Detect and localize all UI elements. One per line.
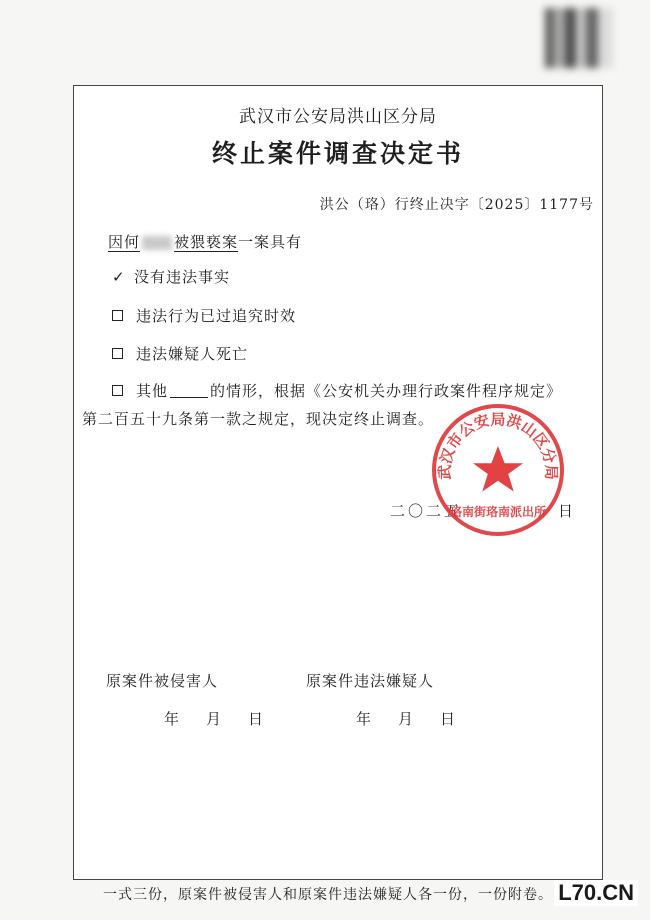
cause-prefix: 因何 (108, 233, 141, 251)
victim-signature-label: 原案件被侵害人 (106, 672, 219, 690)
month-label: 月 (206, 710, 223, 728)
option-text: 违法行为已过追究时效 (136, 307, 297, 325)
case-name: 被猥亵案 (174, 233, 239, 251)
option-other (112, 380, 562, 401)
copies-note: 一式三份，原案件被侵害人和原案件违法嫌疑人各一份，一份附卷。 (103, 887, 553, 903)
issuing-agency: 武汉市公安局洪山区分局 (239, 107, 437, 127)
option-text-before: 其他 (136, 382, 169, 400)
suspect-signature-label: 原案件违法嫌疑人 (306, 672, 435, 690)
check-mark-icon: ✓ (112, 267, 126, 286)
option-no-violation (112, 266, 230, 287)
date-prefix: 二〇二五 (390, 502, 463, 520)
redacted-corner (545, 8, 613, 68)
day-label: 日 (440, 710, 457, 728)
site-watermark: L70.CN (554, 880, 638, 906)
blank-field (170, 383, 208, 398)
stamp-bottom-text: 珞南街珞南派出所 (449, 505, 547, 519)
option-suspect-deceased (112, 343, 248, 364)
month-label: 月 (398, 710, 415, 728)
option-text: 违法嫌疑人死亡 (136, 345, 249, 363)
year-label: 年 (356, 710, 373, 728)
stamp-arc-text: 武汉市公安局洪山区分局 (435, 410, 561, 480)
legal-basis-continuation: 第二百五十九条第一款之规定，现决定终止调查。 (82, 410, 435, 428)
day-label: 日 (248, 710, 265, 728)
date-suffix: 日 (558, 502, 577, 520)
option-text-after: 的情形，根据《公安机关办理行政案件程序规定》 (210, 382, 563, 400)
suspect-signature-date (356, 708, 482, 729)
checkbox-empty-icon (112, 348, 123, 359)
option-time-limit-expired (112, 305, 296, 326)
victim-signature-date (164, 708, 290, 729)
document-sheet (73, 85, 603, 880)
option-text: 没有违法事实 (134, 268, 231, 286)
document-number: 洪公（珞）行终止决字〔2025〕1177号 (319, 197, 594, 213)
case-cause-line (108, 231, 302, 252)
checkbox-empty-icon (112, 310, 123, 321)
document-title: 终止案件调查决定书 (211, 139, 464, 168)
star-icon (473, 446, 523, 492)
year-label: 年 (164, 710, 181, 728)
official-seal-stamp (430, 402, 566, 538)
checkbox-empty-icon (112, 385, 123, 396)
cause-suffix: 一案具有 (238, 233, 303, 251)
redacted-name (142, 236, 172, 250)
